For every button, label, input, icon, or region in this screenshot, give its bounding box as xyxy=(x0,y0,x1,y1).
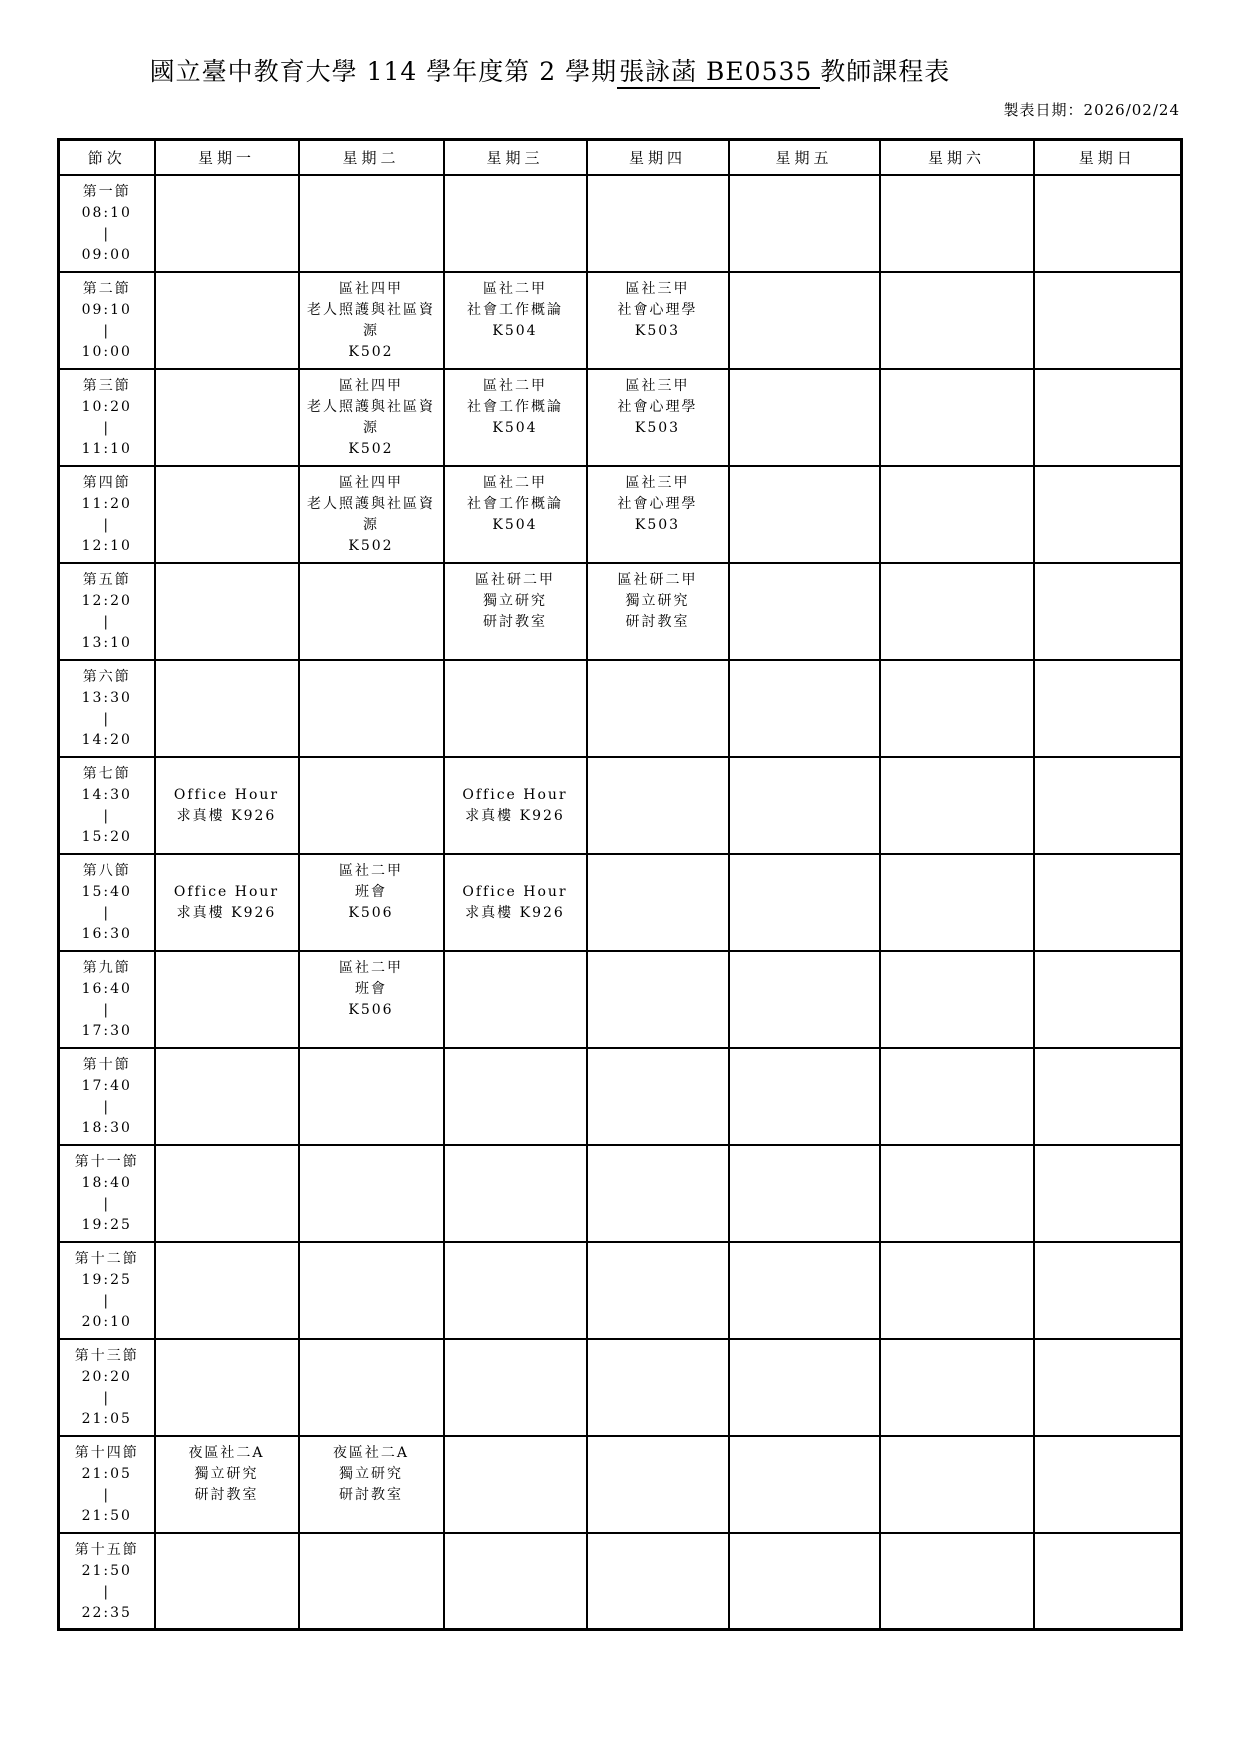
schedule-cell xyxy=(299,951,444,1048)
period-cell xyxy=(59,1339,155,1436)
schedule-cell xyxy=(587,563,729,660)
period-start-time: 15:40 xyxy=(81,883,132,900)
schedule-cell xyxy=(1034,951,1182,1048)
schedule-cell xyxy=(299,272,444,369)
schedule-cell xyxy=(729,1339,880,1436)
course-line: K506 xyxy=(348,904,394,921)
schedule-cell xyxy=(729,466,880,563)
course-line: 老人照護與社區資 xyxy=(307,495,435,512)
period-label: 第十四節 xyxy=(74,1444,139,1461)
period-cell xyxy=(59,466,155,563)
schedule-cell xyxy=(299,757,444,854)
course-line: 區社二甲 xyxy=(339,959,403,976)
schedule-cell xyxy=(1034,660,1182,757)
period-label: 第二節 xyxy=(82,280,131,297)
schedule-cell xyxy=(155,660,299,757)
schedule-cell xyxy=(880,175,1034,272)
schedule-cell xyxy=(1034,175,1182,272)
title-teacher-name: 張詠菡 BE0535 xyxy=(617,57,820,89)
period-end-time: 10:00 xyxy=(81,343,132,360)
schedule-cell xyxy=(587,757,729,854)
period-label: 第六節 xyxy=(82,668,131,685)
schedule-cell xyxy=(1034,1048,1182,1145)
schedule-cell xyxy=(299,1533,444,1630)
schedule-cell xyxy=(587,466,729,563)
period-start-time: 13:30 xyxy=(81,689,132,706)
period-cell xyxy=(59,563,155,660)
course-line: 獨立研究 xyxy=(625,592,690,609)
schedule-cell xyxy=(299,1048,444,1145)
table-row xyxy=(59,1436,1182,1533)
course-line: 求真樓 K926 xyxy=(176,807,277,824)
header-period: 節次 xyxy=(59,140,155,175)
course-line xyxy=(445,861,586,882)
schedule-cell xyxy=(1034,272,1182,369)
table-row xyxy=(59,1145,1182,1242)
schedule-cell xyxy=(299,369,444,466)
schedule-cell xyxy=(880,369,1034,466)
period-label: 第一節 xyxy=(82,183,131,200)
table-row xyxy=(59,369,1182,466)
schedule-cell xyxy=(880,1242,1034,1339)
course-line: 求真樓 K926 xyxy=(465,807,565,824)
course-line: 班會 xyxy=(355,980,387,997)
period-label: 第九節 xyxy=(82,959,131,976)
period-start-time: 14:30 xyxy=(81,786,132,803)
period-end-time: 18:30 xyxy=(81,1119,132,1136)
course-line: K506 xyxy=(348,1001,394,1018)
period-label: 第五節 xyxy=(82,571,131,588)
time-separator: | xyxy=(103,1098,111,1115)
schedule-cell xyxy=(587,1145,729,1242)
course-line xyxy=(445,764,586,785)
schedule-cell xyxy=(729,1242,880,1339)
schedule-cell xyxy=(587,1533,729,1630)
period-label: 第十五節 xyxy=(74,1541,139,1558)
course-line: K502 xyxy=(348,537,394,554)
period-cell xyxy=(59,1145,155,1242)
schedule-cell xyxy=(1034,757,1182,854)
schedule-cell xyxy=(444,1242,587,1339)
schedule-cell xyxy=(155,1048,299,1145)
course-line: 區社二甲 xyxy=(339,862,403,879)
table-row xyxy=(59,175,1182,272)
schedule-cell xyxy=(587,175,729,272)
course-line: 夜區社二A xyxy=(188,1444,265,1461)
course-line: 夜區社二A xyxy=(332,1444,410,1461)
period-start-time: 18:40 xyxy=(81,1174,132,1191)
schedule-cell xyxy=(587,369,729,466)
schedule-cell xyxy=(444,757,587,854)
course-line: K503 xyxy=(634,322,681,339)
schedule-cell xyxy=(299,854,444,951)
period-end-time: 22:35 xyxy=(81,1604,132,1621)
period-start-time: 09:10 xyxy=(81,301,132,318)
period-start-time: 16:40 xyxy=(81,980,132,997)
schedule-cell xyxy=(880,1339,1034,1436)
header-saturday: 星期六 xyxy=(880,140,1034,175)
schedule-cell xyxy=(299,1145,444,1242)
schedule-cell xyxy=(1034,1533,1182,1630)
course-line: 研討教室 xyxy=(194,1486,259,1503)
schedule-cell xyxy=(729,1436,880,1533)
period-label: 第八節 xyxy=(82,862,131,879)
course-line: 老人照護與社區資 xyxy=(307,398,435,415)
period-start-time: 11:20 xyxy=(81,495,132,512)
period-cell xyxy=(59,272,155,369)
course-line: 區社二甲 xyxy=(483,377,547,394)
header-sunday: 星期日 xyxy=(1034,140,1182,175)
course-line: 區社四甲 xyxy=(339,474,403,491)
time-separator: | xyxy=(103,1583,111,1600)
course-line: 社會心理學 xyxy=(617,495,698,512)
schedule-cell xyxy=(880,563,1034,660)
schedule-cell xyxy=(444,1048,587,1145)
schedule-cell xyxy=(880,854,1034,951)
schedule-cell xyxy=(444,951,587,1048)
schedule-cell xyxy=(155,757,299,854)
schedule-cell xyxy=(444,563,587,660)
schedule-cell xyxy=(155,272,299,369)
course-line: 源 xyxy=(363,516,379,533)
course-line: 獨立研究 xyxy=(339,1465,403,1482)
period-label: 第四節 xyxy=(82,474,131,491)
period-end-time: 21:50 xyxy=(81,1507,132,1524)
course-line: K504 xyxy=(492,419,538,436)
time-separator: | xyxy=(103,225,111,242)
schedule-cell xyxy=(587,854,729,951)
course-line: K502 xyxy=(348,440,394,457)
header-wednesday: 星期三 xyxy=(444,140,587,175)
schedule-cell xyxy=(444,854,587,951)
period-label: 第七節 xyxy=(82,765,131,782)
period-start-time: 17:40 xyxy=(81,1077,132,1094)
schedule-cell xyxy=(587,660,729,757)
table-row xyxy=(59,1339,1182,1436)
schedule-cell xyxy=(880,272,1034,369)
period-end-time: 15:20 xyxy=(81,828,132,845)
schedule-cell xyxy=(729,1533,880,1630)
schedule-cell xyxy=(587,1242,729,1339)
period-label: 第三節 xyxy=(82,377,131,394)
schedule-cell xyxy=(1034,1145,1182,1242)
time-separator: | xyxy=(103,1486,111,1503)
schedule-cell xyxy=(155,369,299,466)
course-line: 區社二甲 xyxy=(483,474,547,491)
period-label: 第十二節 xyxy=(74,1250,139,1267)
schedule-cell xyxy=(444,466,587,563)
schedule-cell xyxy=(155,1242,299,1339)
schedule-cell xyxy=(155,466,299,563)
schedule-cell xyxy=(1034,563,1182,660)
schedule-cell xyxy=(299,1436,444,1533)
course-line: K504 xyxy=(492,322,538,339)
schedule-cell xyxy=(729,951,880,1048)
period-cell xyxy=(59,1436,155,1533)
course-line: 求真樓 K926 xyxy=(465,904,565,921)
period-start-time: 21:05 xyxy=(81,1465,132,1482)
schedule-cell xyxy=(587,951,729,1048)
header-monday: 星期一 xyxy=(155,140,299,175)
schedule-cell xyxy=(880,757,1034,854)
time-separator: | xyxy=(103,1195,111,1212)
period-start-time: 08:10 xyxy=(81,204,132,221)
period-start-time: 21:50 xyxy=(81,1562,132,1579)
course-line: 源 xyxy=(363,419,379,436)
period-start-time: 10:20 xyxy=(81,398,132,415)
title-prefix: 國立臺中教育大學 114 學年度第 2 學期 xyxy=(149,57,618,86)
schedule-cell xyxy=(880,1533,1034,1630)
timetable-body xyxy=(59,175,1182,1630)
course-line: Office Hour xyxy=(462,883,568,900)
schedule-cell xyxy=(155,1145,299,1242)
title-suffix: 教師課程表 xyxy=(820,57,951,86)
schedule-cell xyxy=(729,563,880,660)
schedule-cell xyxy=(444,1339,587,1436)
course-line: Office Hour xyxy=(173,786,280,803)
schedule-cell xyxy=(729,757,880,854)
period-end-time: 19:25 xyxy=(81,1216,132,1233)
course-line xyxy=(156,764,298,785)
schedule-cell xyxy=(729,272,880,369)
schedule-cell xyxy=(729,854,880,951)
schedule-cell xyxy=(1034,1339,1182,1436)
period-end-time: 14:20 xyxy=(81,731,132,748)
schedule-cell xyxy=(729,369,880,466)
course-line: 社會工作概論 xyxy=(467,495,563,512)
schedule-cell xyxy=(444,1436,587,1533)
period-cell xyxy=(59,1048,155,1145)
course-line: 區社四甲 xyxy=(339,280,403,297)
schedule-cell xyxy=(155,175,299,272)
schedule-cell xyxy=(155,1339,299,1436)
schedule-cell xyxy=(155,951,299,1048)
schedule-cell xyxy=(1034,369,1182,466)
course-line: 區社二甲 xyxy=(483,280,547,297)
period-cell xyxy=(59,660,155,757)
schedule-cell xyxy=(1034,854,1182,951)
schedule-cell xyxy=(880,1048,1034,1145)
course-line: 社會心理學 xyxy=(617,398,698,415)
schedule-cell xyxy=(299,466,444,563)
schedule-cell xyxy=(587,1436,729,1533)
period-start-time: 12:20 xyxy=(81,592,132,609)
period-end-time: 16:30 xyxy=(81,925,132,942)
timetable xyxy=(57,138,1183,1631)
schedule-cell xyxy=(299,1339,444,1436)
course-line: 區社三甲 xyxy=(625,377,690,394)
table-row xyxy=(59,1242,1182,1339)
course-line: 求真樓 K926 xyxy=(176,904,277,921)
period-end-time: 21:05 xyxy=(81,1410,132,1427)
course-line: K503 xyxy=(634,516,681,533)
course-line: K503 xyxy=(634,419,681,436)
schedule-cell xyxy=(880,466,1034,563)
period-cell xyxy=(59,951,155,1048)
schedule-cell xyxy=(444,369,587,466)
header-row xyxy=(59,140,1182,175)
schedule-cell xyxy=(1034,466,1182,563)
course-line: K502 xyxy=(348,343,394,360)
course-line: 班會 xyxy=(355,883,387,900)
schedule-cell xyxy=(155,1436,299,1533)
period-end-time: 12:10 xyxy=(81,537,132,554)
table-row xyxy=(59,660,1182,757)
course-line: 研討教室 xyxy=(339,1486,403,1503)
course-line: 社會心理學 xyxy=(617,301,698,318)
period-label: 第十一節 xyxy=(74,1153,139,1170)
course-line xyxy=(156,861,298,882)
schedule-cell xyxy=(299,175,444,272)
table-row xyxy=(59,272,1182,369)
course-line: 區社研二甲 xyxy=(475,571,555,588)
schedule-cell xyxy=(587,1339,729,1436)
course-line: Office Hour xyxy=(462,786,568,803)
time-separator: | xyxy=(103,419,111,436)
time-separator: | xyxy=(103,710,111,727)
period-label: 第十三節 xyxy=(74,1347,139,1364)
schedule-cell xyxy=(880,951,1034,1048)
table-row xyxy=(59,1048,1182,1145)
period-start-time: 19:25 xyxy=(81,1271,132,1288)
course-line: Office Hour xyxy=(173,883,280,900)
time-separator: | xyxy=(103,904,111,921)
table-row xyxy=(59,1533,1182,1630)
time-separator: | xyxy=(103,322,111,339)
course-line: 區社三甲 xyxy=(625,474,690,491)
course-line: 研討教室 xyxy=(483,613,547,630)
course-line: 社會工作概論 xyxy=(467,301,563,318)
period-cell xyxy=(59,1242,155,1339)
timetable-header xyxy=(59,140,1182,175)
schedule-cell xyxy=(444,660,587,757)
time-separator: | xyxy=(103,1001,111,1018)
schedule-cell xyxy=(444,272,587,369)
schedule-cell xyxy=(444,175,587,272)
schedule-cell xyxy=(299,660,444,757)
time-separator: | xyxy=(103,1389,111,1406)
time-separator: | xyxy=(103,613,111,630)
schedule-cell xyxy=(1034,1242,1182,1339)
schedule-cell xyxy=(444,1533,587,1630)
time-separator: | xyxy=(103,1292,111,1309)
period-end-time: 13:10 xyxy=(81,634,132,651)
schedule-cell xyxy=(729,1145,880,1242)
period-cell xyxy=(59,757,155,854)
period-cell xyxy=(59,369,155,466)
table-row xyxy=(59,563,1182,660)
period-start-time: 20:20 xyxy=(81,1368,132,1385)
schedule-cell xyxy=(729,1048,880,1145)
period-end-time: 09:00 xyxy=(81,246,132,263)
time-separator: | xyxy=(103,807,111,824)
schedule-cell xyxy=(1034,1436,1182,1533)
header-friday: 星期五 xyxy=(729,140,880,175)
course-line: 獨立研究 xyxy=(194,1465,259,1482)
course-line: 區社四甲 xyxy=(339,377,403,394)
schedule-cell xyxy=(729,175,880,272)
period-end-time: 11:10 xyxy=(81,440,132,457)
period-cell xyxy=(59,175,155,272)
course-line: 老人照護與社區資 xyxy=(307,301,435,318)
header-thursday: 星期四 xyxy=(587,140,729,175)
schedule-cell xyxy=(155,563,299,660)
course-line: 研討教室 xyxy=(625,613,690,630)
period-end-time: 17:30 xyxy=(81,1022,132,1039)
schedule-cell xyxy=(444,1145,587,1242)
course-line: 區社三甲 xyxy=(625,280,690,297)
header-tuesday: 星期二 xyxy=(299,140,444,175)
period-label: 第十節 xyxy=(82,1056,131,1073)
table-row xyxy=(59,854,1182,951)
table-row xyxy=(59,466,1182,563)
course-line: 獨立研究 xyxy=(483,592,547,609)
schedule-cell xyxy=(880,660,1034,757)
schedule-cell xyxy=(880,1436,1034,1533)
time-separator: | xyxy=(103,516,111,533)
schedule-cell xyxy=(587,272,729,369)
period-cell xyxy=(59,854,155,951)
page-title xyxy=(0,52,1100,88)
schedule-cell xyxy=(155,1533,299,1630)
schedule-cell xyxy=(299,563,444,660)
period-cell xyxy=(59,1533,155,1630)
table-row xyxy=(59,951,1182,1048)
table-row xyxy=(59,757,1182,854)
schedule-cell xyxy=(729,660,880,757)
schedule-cell xyxy=(155,854,299,951)
period-end-time: 20:10 xyxy=(81,1313,132,1330)
schedule-cell xyxy=(880,1145,1034,1242)
course-line: 源 xyxy=(363,322,379,339)
course-line: K504 xyxy=(492,516,538,533)
course-line: 社會工作概論 xyxy=(467,398,563,415)
course-line: 區社研二甲 xyxy=(617,571,698,588)
schedule-cell xyxy=(299,1242,444,1339)
schedule-cell xyxy=(587,1048,729,1145)
made-date-label: 製表日期：2026/02/24 xyxy=(1003,101,1180,119)
